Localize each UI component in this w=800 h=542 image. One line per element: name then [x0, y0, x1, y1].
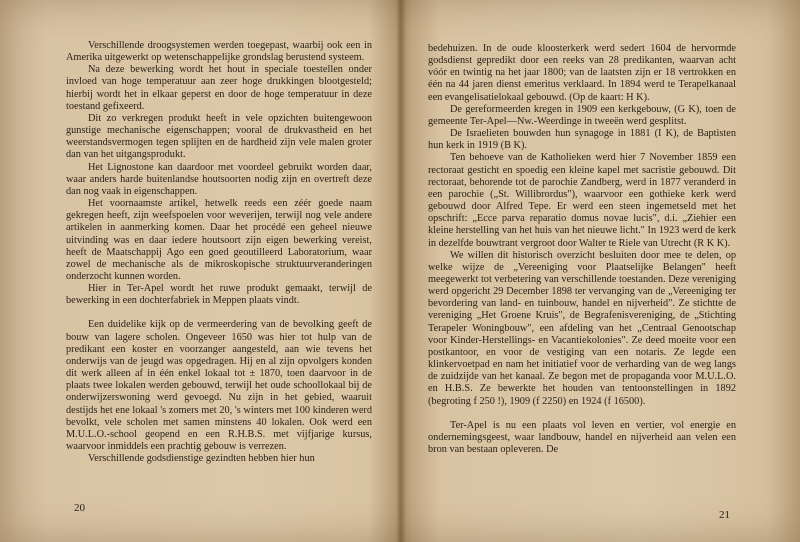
- paragraph: Een duidelike kijk op de vermeerdering van de bevolking geeft de bouw van lagere scholen. Ongeveer 1650 was hier tot hulp van de predikant een koster en voorzanger aangesteld, aan wie tevens het onderwijs van de jeugd was opgedragen. Hij en al zijn opvolgers konden dit werk alleen af in één enkel lokaal tot ± 1870, toen daarvoor in de plaats twee lokalen werden gebouwd, terwijl het oude schoollokaal bij de onderwijzerswoning werd gevoegd. Nu zijn in het gebied, waaruit destijds het ene lokaal 's zomers met 20, 's winters met 100 kinderen werd bevolkt, vele scholen met samen minstens 40 lokalen. Ook werd een M.U.L.O.-school geopend en een R.H.B.S. met vijfjarige kursus, waarvoor inmiddels een prachtig gebouw is verrezen.: [66, 319, 372, 452]
- paragraph: Hier in Ter-Apel wordt het ruwe produkt gemaakt, terwijl de bewerking in een dochterfabriek in Meppen plaats vindt.: [66, 283, 372, 307]
- paragraph: De gereformeerden kregen in 1909 een kerkgebouw, (G K), toen de gemeente Ter-Apel—Nw.-Weerdinge in tweeën werd gesplitst.: [428, 103, 736, 127]
- right-page-text: [428, 43, 736, 456]
- paragraph: We willen dit historisch overzicht besluiten door mee te delen, op welke wijze de „Vereeniging voor Plaatselijke Belangen" heeft meegewerkt tot verbetering van verschillende toestanden. Deze vereniging werd opgericht 29 December 1898 ter vervanging van de „Vereeniging ter bevordering van land- en tuinbouw, handel en nijverheid". Ze stichtte de vereniging „Het Groene Kruis", de Begrafenisvereniging, de „Stichting Terapeler Woningbouw", een afdeling van het „Centraal Genootschap voor Kinder-Herstellings- en Vacantiekolonies". Ze deed moeite voor een postkantoor, en voor de vestiging van een notaris. Ze legde een klinkervoetpad en nam het initiatief voor de verharding van de weg langs de zuidzijde van het kanaal. Ze begon met de propaganda voor M.U.L.O. en H.B.S. Ze bewerkte het houden van tentoonstellingen in 1892 (begroting f 250 !), 1909 (f 2250) en 1924 (f 16500).: [428, 249, 736, 407]
- book-spine: [396, 0, 406, 542]
- left-page-text: [66, 40, 372, 465]
- paragraph: Het voornaamste artikel, hetwelk reeds een zéér goede naam gekregen heeft, zijn weefspoelen voor weverijen, terwijl nog vele andere artikelen in aanmerking komen. Daar het procédé een geheel nieuwe uitvinding was en daar iedere houtsoort zijn eigen bewerking vereist, heeft de Maatschappij Ago een goed geoutilleerd Laboratorium, waar zowel de mechanische als de mikroskopische struktuurveranderingen onderzocht kunnen worden.: [66, 198, 372, 282]
- paragraph: Dit zo verkregen produkt heeft in vele opzichten buitengewoon gunstige mechanische eigenschappen; vooral de drukvastheid en het weerstandsvermogen tegen splijten en de hardheid zijn vele malen groter dan van het uitgangsprodukt.: [66, 112, 372, 161]
- paragraph: Ten behoeve van de Katholieken werd hier 7 November 1859 een rectoraat gesticht en spoedig een kleine kapel met sacristie gebouwd. Dit rectoraat, behorende tot de parochie Zandberg, werd in 1877 veranderd in een parochie („St. Willibrordus"), waarvoor een gothieke kerk werd gebouwd door Alfred Tepe. Er werd een steen ingemetseld met het opschrift: „Ecce parva reparatio domus novae lucis", d.i. „Ziehier een kleine herstelling van het huis van het nieuwe licht." In 1923 werd de kerk in dezelfde bouwtrant vergroot door Walter te Riele van Utrecht (R K K).: [428, 152, 736, 249]
- paragraph: Ter-Apel is nu een plaats vol leven en vertier, vol energie en ondernemingsgeest, waar landbouw, handel en nijverheid aan velen een bron van bestaan opleveren. De: [428, 419, 736, 455]
- paragraph: Verschillende godsdienstige gezindten hebben hier hun: [88, 453, 315, 465]
- page-number-right: 21: [719, 509, 730, 521]
- paragraph: Het Lignostone kan daardoor met voordeel gebruikt worden daar, waar anders harde buitenlandse houtsoorten nodig zijn en overtreft deze dan nog vaak in eigenschappen.: [66, 161, 372, 197]
- paragraph: Verschillende droogsystemen werden toegepast, waarbij ook een in Amerika uitgewerkt op wetenschappelijke grondslag berustend systeem.: [66, 40, 372, 64]
- paragraph: Na deze bewerking wordt het hout in speciale toestellen onder invloed van hoge temperatuur aan zeer hoge drukkingen blootgesteld; hierbij wordt het in elkaar geperst en door de hoge temperatuur in deze toestand gefixeerd.: [66, 64, 372, 112]
- page-number-left: 20: [74, 502, 85, 514]
- paragraph: bedehuizen. In de oude kloosterkerk werd sedert 1604 de hervormde godsdienst gepredikt door een reeks van 28 predikanten, waarvan acht vóór en twintig na het jaar 1800; van de laatsten zijn er 18 vertrokken en één na 44 jaren dienst emeritus verklaard. In 1894 werd te Terapelkanaal een evangelisatielokaal gebouwd. (Op de kaart: H K).: [428, 43, 736, 103]
- paragraph: De Israelieten bouwden hun synagoge in 1881 (I K), de Baptisten hun kerk in 1919 (B K).: [428, 128, 736, 152]
